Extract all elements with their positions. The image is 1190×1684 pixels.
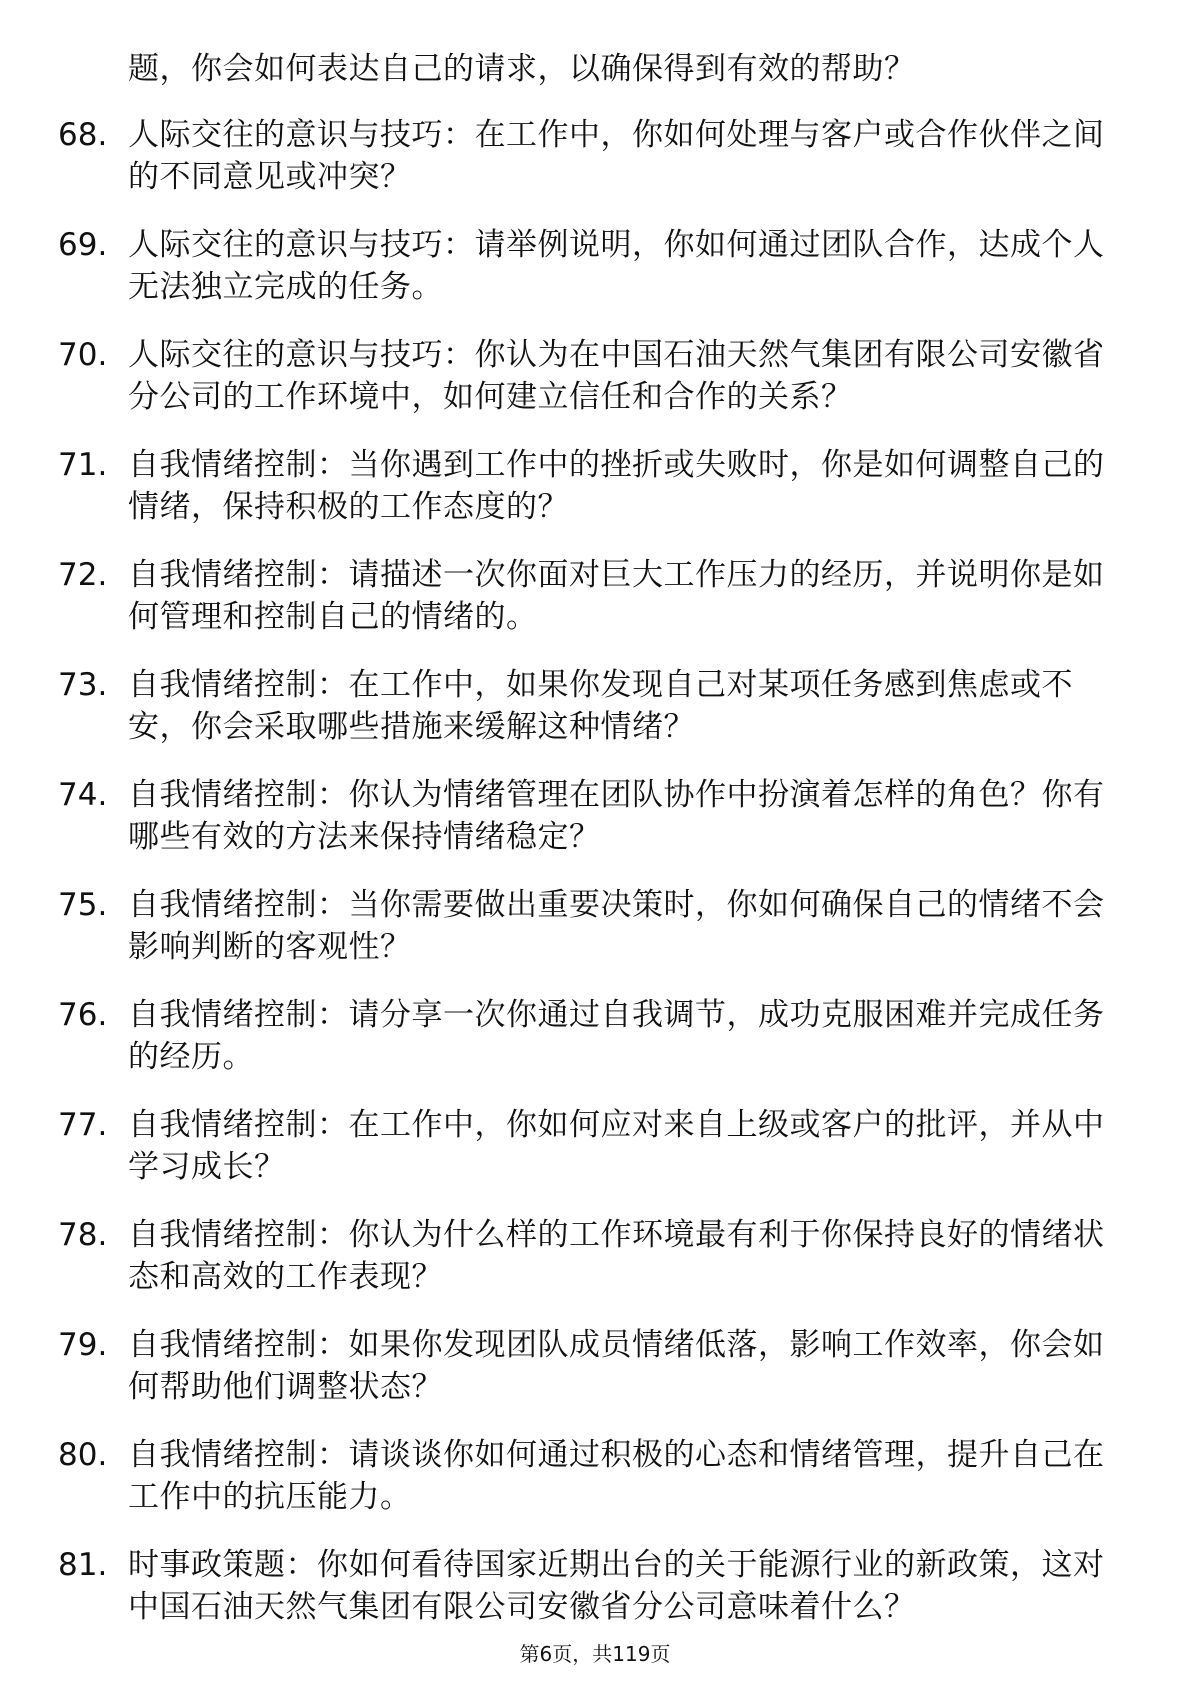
question-number: 71. — [58, 447, 108, 483]
question-item — [58, 554, 1118, 638]
question-number: 78. — [58, 1217, 108, 1253]
question-number: 72. — [58, 557, 108, 593]
question-text: 时事政策题：你如何看待国家近期出台的关于能源行业的新政策，这对中国石油天然气集团有限公司安徽省分公司意味着什么？ — [128, 1547, 1105, 1625]
question-item — [58, 884, 1118, 968]
question-text: 自我情绪控制：如果你发现团队成员情绪低落，影响工作效率，你会如何帮助他们调整状态？ — [128, 1327, 1105, 1405]
question-number: 69. — [58, 227, 108, 263]
question-item — [58, 1214, 1118, 1298]
question-item — [58, 114, 1118, 198]
question-number: 75. — [58, 887, 108, 923]
question-text: 人际交往的意识与技巧：请举例说明，你如何通过团队合作，达成个人无法独立完成的任务。 — [128, 227, 1105, 305]
question-item — [58, 334, 1118, 418]
question-number: 77. — [58, 1107, 108, 1143]
question-number: 73. — [58, 667, 108, 703]
question-number: 81. — [58, 1547, 108, 1583]
question-number: 76. — [58, 997, 108, 1033]
question-item — [58, 224, 1118, 308]
question-number: 70. — [58, 337, 108, 373]
question-text: 人际交往的意识与技巧：在工作中，你如何处理与客户或合作伙伴之间的不同意见或冲突？ — [128, 117, 1105, 195]
question-item — [58, 1434, 1118, 1518]
question-text: 自我情绪控制：在工作中，如果你发现自己对某项任务感到焦虑或不安，你会采取哪些措施来缓解这种情绪？ — [128, 667, 1073, 745]
question-item — [58, 994, 1118, 1078]
question-item — [58, 1104, 1118, 1188]
question-text: 题，你会如何表达自己的请求，以确保得到有效的帮助？ — [128, 51, 916, 87]
question-text: 自我情绪控制：当你需要做出重要决策时，你如何确保自己的情绪不会影响判断的客观性？ — [128, 887, 1105, 965]
question-number: 80. — [58, 1437, 108, 1473]
question-number: 79. — [58, 1327, 108, 1363]
question-text: 自我情绪控制：请描述一次你面对巨大工作压力的经历，并说明你是如何管理和控制自己的情绪的。 — [128, 557, 1105, 635]
question-list — [58, 48, 1118, 1654]
question-continuation — [58, 48, 1118, 90]
question-item — [58, 664, 1118, 748]
question-item — [58, 1544, 1118, 1628]
question-number: 68. — [58, 117, 108, 153]
question-item — [58, 774, 1118, 858]
question-item — [58, 1324, 1118, 1408]
question-item — [58, 444, 1118, 528]
question-number: 74. — [58, 777, 108, 813]
question-text: 人际交往的意识与技巧：你认为在中国石油天然气集团有限公司安徽省分公司的工作环境中，如何建立信任和合作的关系？ — [128, 337, 1105, 415]
question-text: 自我情绪控制：你认为情绪管理在团队协作中扮演着怎样的角色？你有哪些有效的方法来保持情绪稳定？ — [128, 777, 1105, 855]
question-text: 自我情绪控制：在工作中，你如何应对来自上级或客户的批评，并从中学习成长？ — [128, 1107, 1105, 1185]
question-text: 自我情绪控制：当你遇到工作中的挫折或失败时，你是如何调整自己的情绪，保持积极的工作态度的？ — [128, 447, 1105, 525]
question-text: 自我情绪控制：请分享一次你通过自我调节，成功克服困难并完成任务的经历。 — [128, 997, 1105, 1075]
question-text: 自我情绪控制：请谈谈你如何通过积极的心态和情绪管理，提升自己在工作中的抗压能力。 — [128, 1437, 1105, 1515]
page-number-footer: 第6页，共119页 — [519, 1642, 671, 1666]
question-text: 自我情绪控制：你认为什么样的工作环境最有利于你保持良好的情绪状态和高效的工作表现？ — [128, 1217, 1105, 1295]
